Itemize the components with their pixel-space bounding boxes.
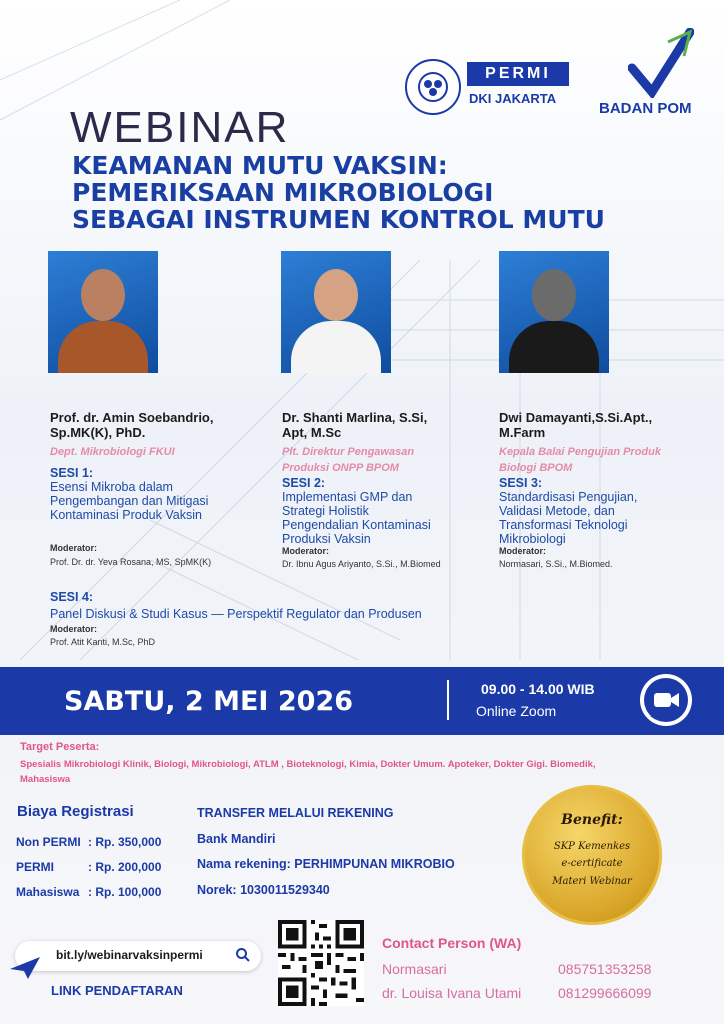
transfer-title: TRANSFER MELALUI REKENING <box>197 806 394 820</box>
event-date: SABTU, 2 MEI 2026 <box>64 686 354 717</box>
session-topic: Pengendalian Kontaminasi <box>282 518 431 532</box>
contact-name: Normasari <box>382 961 447 977</box>
zoom-icon <box>640 674 692 726</box>
registration-label: LINK PENDAFTARAN <box>51 983 183 998</box>
badan-pom-check-icon <box>628 28 694 98</box>
moderator-name: Dr. Ibnu Agus Ariyanto, S.Si., M.Biomed <box>282 559 441 569</box>
moderator-name: Prof. Atit Kanti, M.Sc, PhD <box>50 637 156 647</box>
contact-name: dr. Louisa Ivana Utami <box>382 985 522 1001</box>
session-topic: Validasi Metode, dan <box>499 504 615 518</box>
session-label: SESI 3: <box>499 476 543 490</box>
webinar-title <box>72 152 672 233</box>
speaker-role: Dept. Mikrobiologi FKUI <box>50 446 175 458</box>
speaker-name: M.Farm <box>499 425 546 440</box>
benefit-title: Benefit: <box>561 812 623 828</box>
moderator-name: Normasari, S.Si., M.Biomed. <box>499 559 613 569</box>
speaker-1 <box>50 410 270 567</box>
fee-label: Non PERMI <box>16 835 81 849</box>
title-line-1: KEAMANAN MUTU VAKSIN: <box>72 151 448 180</box>
session-topic: Transformasi Teknologi <box>499 518 628 532</box>
target-line: Mahasiswa <box>20 774 71 785</box>
fee-row <box>16 860 161 874</box>
speaker-role: Biologi BPOM <box>499 462 573 474</box>
session-topic: Strategi Holistik <box>282 504 369 518</box>
session-4 <box>50 590 570 647</box>
speaker-photo-1 <box>48 251 158 373</box>
contact-phone[interactable]: 085751353258 <box>558 961 652 977</box>
event-time: 09.00 - 14.00 WIB <box>481 681 595 697</box>
moderator-label: Moderator: <box>499 546 546 556</box>
badan-pom-label: BADAN POM <box>599 100 692 117</box>
session-label: SESI 4: <box>50 590 94 604</box>
dki-jakarta-label: DKI JAKARTA <box>469 91 557 106</box>
fee-price: : Rp. 350,000 <box>88 835 162 849</box>
session-topic: Esensi Mikroba dalam <box>50 480 173 494</box>
target-label: Target Peserta: <box>20 741 100 753</box>
fees-title: Biaya Registrasi <box>17 803 134 820</box>
session-label: SESI 1: <box>50 466 94 480</box>
benefit-item: Materi Webinar <box>552 876 632 887</box>
benefit-item: SKP Kemenkes <box>553 841 631 852</box>
registration-link[interactable]: bit.ly/webinarvaksinpermi <box>56 948 203 962</box>
account-number: Norek: 1030011529340 <box>197 883 330 897</box>
bank-name: Bank Mandiri <box>197 832 276 846</box>
speaker-role: Plt. Direktur Pengawasan <box>282 446 415 458</box>
contact-title: Contact Person (WA) <box>382 935 522 951</box>
fee-price: : Rp. 100,000 <box>88 885 162 899</box>
session-topic: Kontaminasi Produk Vaksin <box>50 508 202 522</box>
moderator-label: Moderator: <box>50 543 97 553</box>
speaker-name: Prof. dr. Amin Soebandrio, <box>50 410 214 425</box>
target-text <box>20 757 710 787</box>
qr-code <box>278 920 364 1006</box>
title-line-3: SEBAGAI INSTRUMEN KONTROL MUTU <box>72 205 605 234</box>
fee-price: : Rp. 200,000 <box>88 860 162 874</box>
moderator-name: Prof. Dr. dr. Yeva Rosana, MS, SpMK(K) <box>50 557 212 567</box>
speaker-name: Sp.MK(K), PhD. <box>50 425 146 440</box>
perhimpunan-mikrobiologi-logo <box>404 58 462 116</box>
speaker-3 <box>499 410 714 569</box>
account-name: Nama rekening: PERHIMPUNAN MIKROBIO <box>197 857 455 871</box>
event-venue: Online Zoom <box>476 703 557 719</box>
fee-row <box>16 835 161 849</box>
speaker-name: Dwi Damayanti,S.Si.Apt., <box>499 410 653 425</box>
paper-plane-icon <box>8 955 42 981</box>
permi-logo: PERMI <box>467 62 569 86</box>
search-icon <box>235 947 251 963</box>
speaker-role: Produksi ONPP BPOM <box>282 462 399 474</box>
speaker-name: Apt, M.Sc <box>282 425 342 440</box>
fee-row <box>16 885 161 899</box>
benefit-item: e-certificate <box>561 858 623 869</box>
session-topic: Panel Diskusi & Studi Kasus — Perspektif Regulator dan Produsen <box>50 607 422 621</box>
session-topic: Produksi Vaksin <box>282 532 371 546</box>
moderator-label: Moderator: <box>50 624 97 634</box>
fee-label: PERMI <box>16 860 55 874</box>
target-line: Spesialis Mikrobiologi Klinik, Biologi, Mikrobiologi, ATLM , Bioteknologi, Kimia, Dokter Umum. Apoteker, Dokter Gigi. Biomedik, <box>20 759 596 770</box>
session-topic: Mikrobiologi <box>499 532 566 546</box>
session-topic: Implementasi GMP dan <box>282 490 413 504</box>
moderator-label: Moderator: <box>282 546 329 556</box>
session-topic: Standardisasi Pengujian, <box>499 490 638 504</box>
speaker-role: Kepala Balai Pengujian Produk <box>499 446 661 458</box>
title-line-2: PEMERIKSAAN MIKROBIOLOGI <box>72 178 494 207</box>
speaker-name: Dr. Shanti Marlina, S.Si, <box>282 410 428 425</box>
session-label: SESI 2: <box>282 476 326 490</box>
divider <box>447 680 449 720</box>
fee-label: Mahasiswa <box>16 885 80 899</box>
session-topic: Pengembangan dan Mitigasi <box>50 494 209 508</box>
speaker-photo-2 <box>281 251 391 373</box>
webinar-heading: WEBINAR <box>70 103 290 152</box>
benefit-seal <box>522 785 662 925</box>
speaker-2 <box>282 410 492 569</box>
contact-phone[interactable]: 081299666099 <box>558 985 652 1001</box>
speaker-photo-3 <box>499 251 609 373</box>
